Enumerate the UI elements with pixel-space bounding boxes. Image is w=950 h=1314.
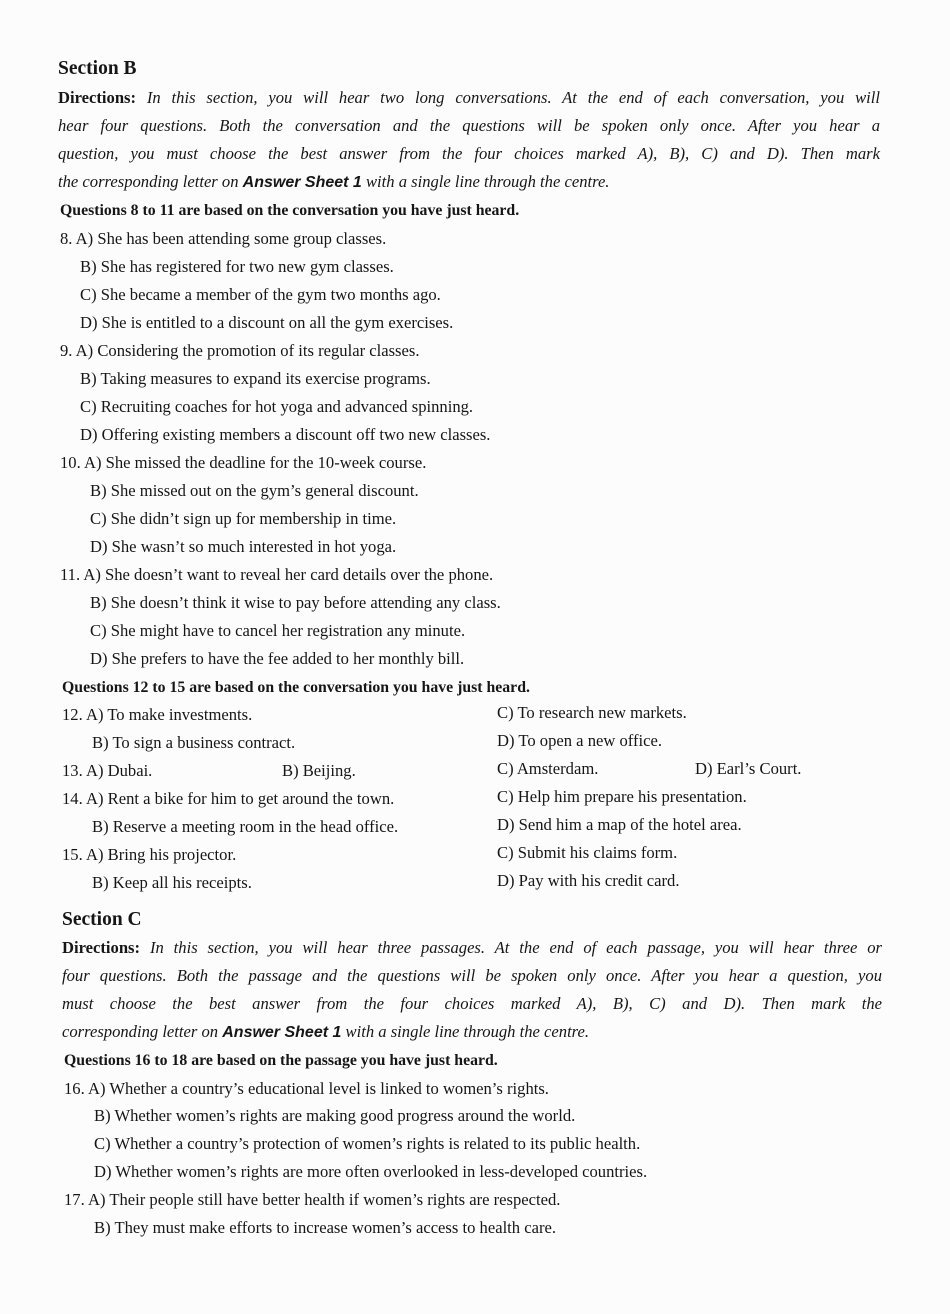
q11-option-d: D) She prefers to have the fee added to her monthly bill. [90,649,465,668]
directions-label: Directions: [58,88,137,107]
answer-sheet-label: Answer Sheet 1 [242,174,362,191]
directions-text: corresponding letter on [62,1022,223,1041]
q15-option-c: C) Submit his claims form. [497,843,678,862]
directions-text: with a single line through the centre. [341,1022,590,1041]
questions-12-15-heading: Questions 12 to 15 are based on the conversation you have just heard. [62,679,530,696]
q10-option-a: 10. A) She missed the deadline for the 10-week course. [60,453,427,472]
q8-option-c: C) She became a member of the gym two months ago. [80,285,441,304]
directions-text: with a single line through the centre. [361,172,610,191]
q10-option-c: C) She didn’t sign up for membership in time. [90,509,397,528]
directions-text: In this section, you will hear three passages. At the end of each passage, you will hear three or [149,938,882,957]
section-c-directions-line-2: four questions. Both the passage and the questions will be spoken only once. After you hear a question, you [62,966,882,985]
q8-option-a: 8. A) She has been attending some group classes. [60,229,387,248]
directions-label: Directions: [62,938,141,957]
q8-option-b: B) She has registered for two new gym classes. [80,257,394,276]
q12-option-d: D) To open a new office. [497,731,663,750]
q17-option-a: 17. A) Their people still have better health if women’s rights are respected. [64,1190,561,1209]
q15-option-b: B) Keep all his receipts. [92,873,252,892]
q14-option-b: B) Reserve a meeting room in the head office. [92,817,399,836]
q13-option-a: 13. A) Dubai. [62,761,153,780]
section-c-directions-line-4 [62,1021,589,1044]
q11-option-c: C) She might have to cancel her registration any minute. [90,621,466,640]
q12-option-a: 12. A) To make investments. [62,705,253,724]
section-c-directions-line-3: must choose the best answer from the four choices marked A), B), C) and D). Then mark the [62,994,882,1013]
q16-option-c: C) Whether a country’s protection of women’s rights is related to its public health. [94,1134,641,1153]
q15-option-a: 15. A) Bring his projector. [62,845,237,864]
q12-option-b: B) To sign a business contract. [92,733,296,752]
q17-option-b: B) They must make efforts to increase women’s access to health care. [94,1218,557,1237]
q9-option-d: D) Offering existing members a discount off two new classes. [80,425,491,444]
q15-option-d: D) Pay with his credit card. [497,871,680,890]
q9-option-a: 9. A) Considering the promotion of its regular classes. [60,341,420,360]
q11-option-b: B) She doesn’t think it wise to pay before attending any class. [90,593,501,612]
answer-sheet-label: Answer Sheet 1 [222,1024,342,1041]
section-c-title: Section C [62,909,142,930]
section-c-directions-line-1 [62,937,882,959]
q13-option-c: C) Amsterdam. [497,759,599,778]
q16-option-b: B) Whether women’s rights are making good progress around the world. [94,1106,576,1125]
q14-option-a: 14. A) Rent a bike for him to get around the town. [62,789,395,808]
section-b-directions-line-4 [58,171,609,194]
section-b-directions-line-1 [58,87,880,109]
section-b-title: Section B [58,58,137,79]
section-b-directions-line-3: question, you must choose the best answer from the four choices marked A), B), C) and D). Then mark [58,144,880,163]
q11-option-a: 11. A) She doesn’t want to reveal her card details over the phone. [60,565,494,584]
questions-8-11-heading: Questions 8 to 11 are based on the conversation you have just heard. [60,202,520,219]
q16-option-d: D) Whether women’s rights are more often overlooked in less-developed countries. [94,1162,648,1181]
q14-option-c: C) Help him prepare his presentation. [497,787,747,806]
q8-option-d: D) She is entitled to a discount on all the gym exercises. [80,313,454,332]
q14-option-d: D) Send him a map of the hotel area. [497,815,742,834]
q13-option-b: B) Beijing. [282,761,356,780]
q9-option-b: B) Taking measures to expand its exercise programs. [80,369,431,388]
section-b-directions-line-2: hear four questions. Both the conversation and the questions will be spoken only once. After you hear a [58,116,880,135]
directions-text: the corresponding letter on [58,172,243,191]
q13-option-d: D) Earl’s Court. [695,759,802,778]
directions-text: In this section, you will hear two long conversations. At the end of each conversation, you will [146,88,880,107]
q10-option-d: D) She wasn’t so much interested in hot yoga. [90,537,397,556]
questions-16-18-heading: Questions 16 to 18 are based on the passage you have just heard. [64,1052,498,1069]
q10-option-b: B) She missed out on the gym’s general discount. [90,481,419,500]
q16-option-a: 16. A) Whether a country’s educational level is linked to women’s rights. [64,1079,549,1098]
q9-option-c: C) Recruiting coaches for hot yoga and advanced spinning. [80,397,474,416]
q12-option-c: C) To research new markets. [497,703,687,722]
